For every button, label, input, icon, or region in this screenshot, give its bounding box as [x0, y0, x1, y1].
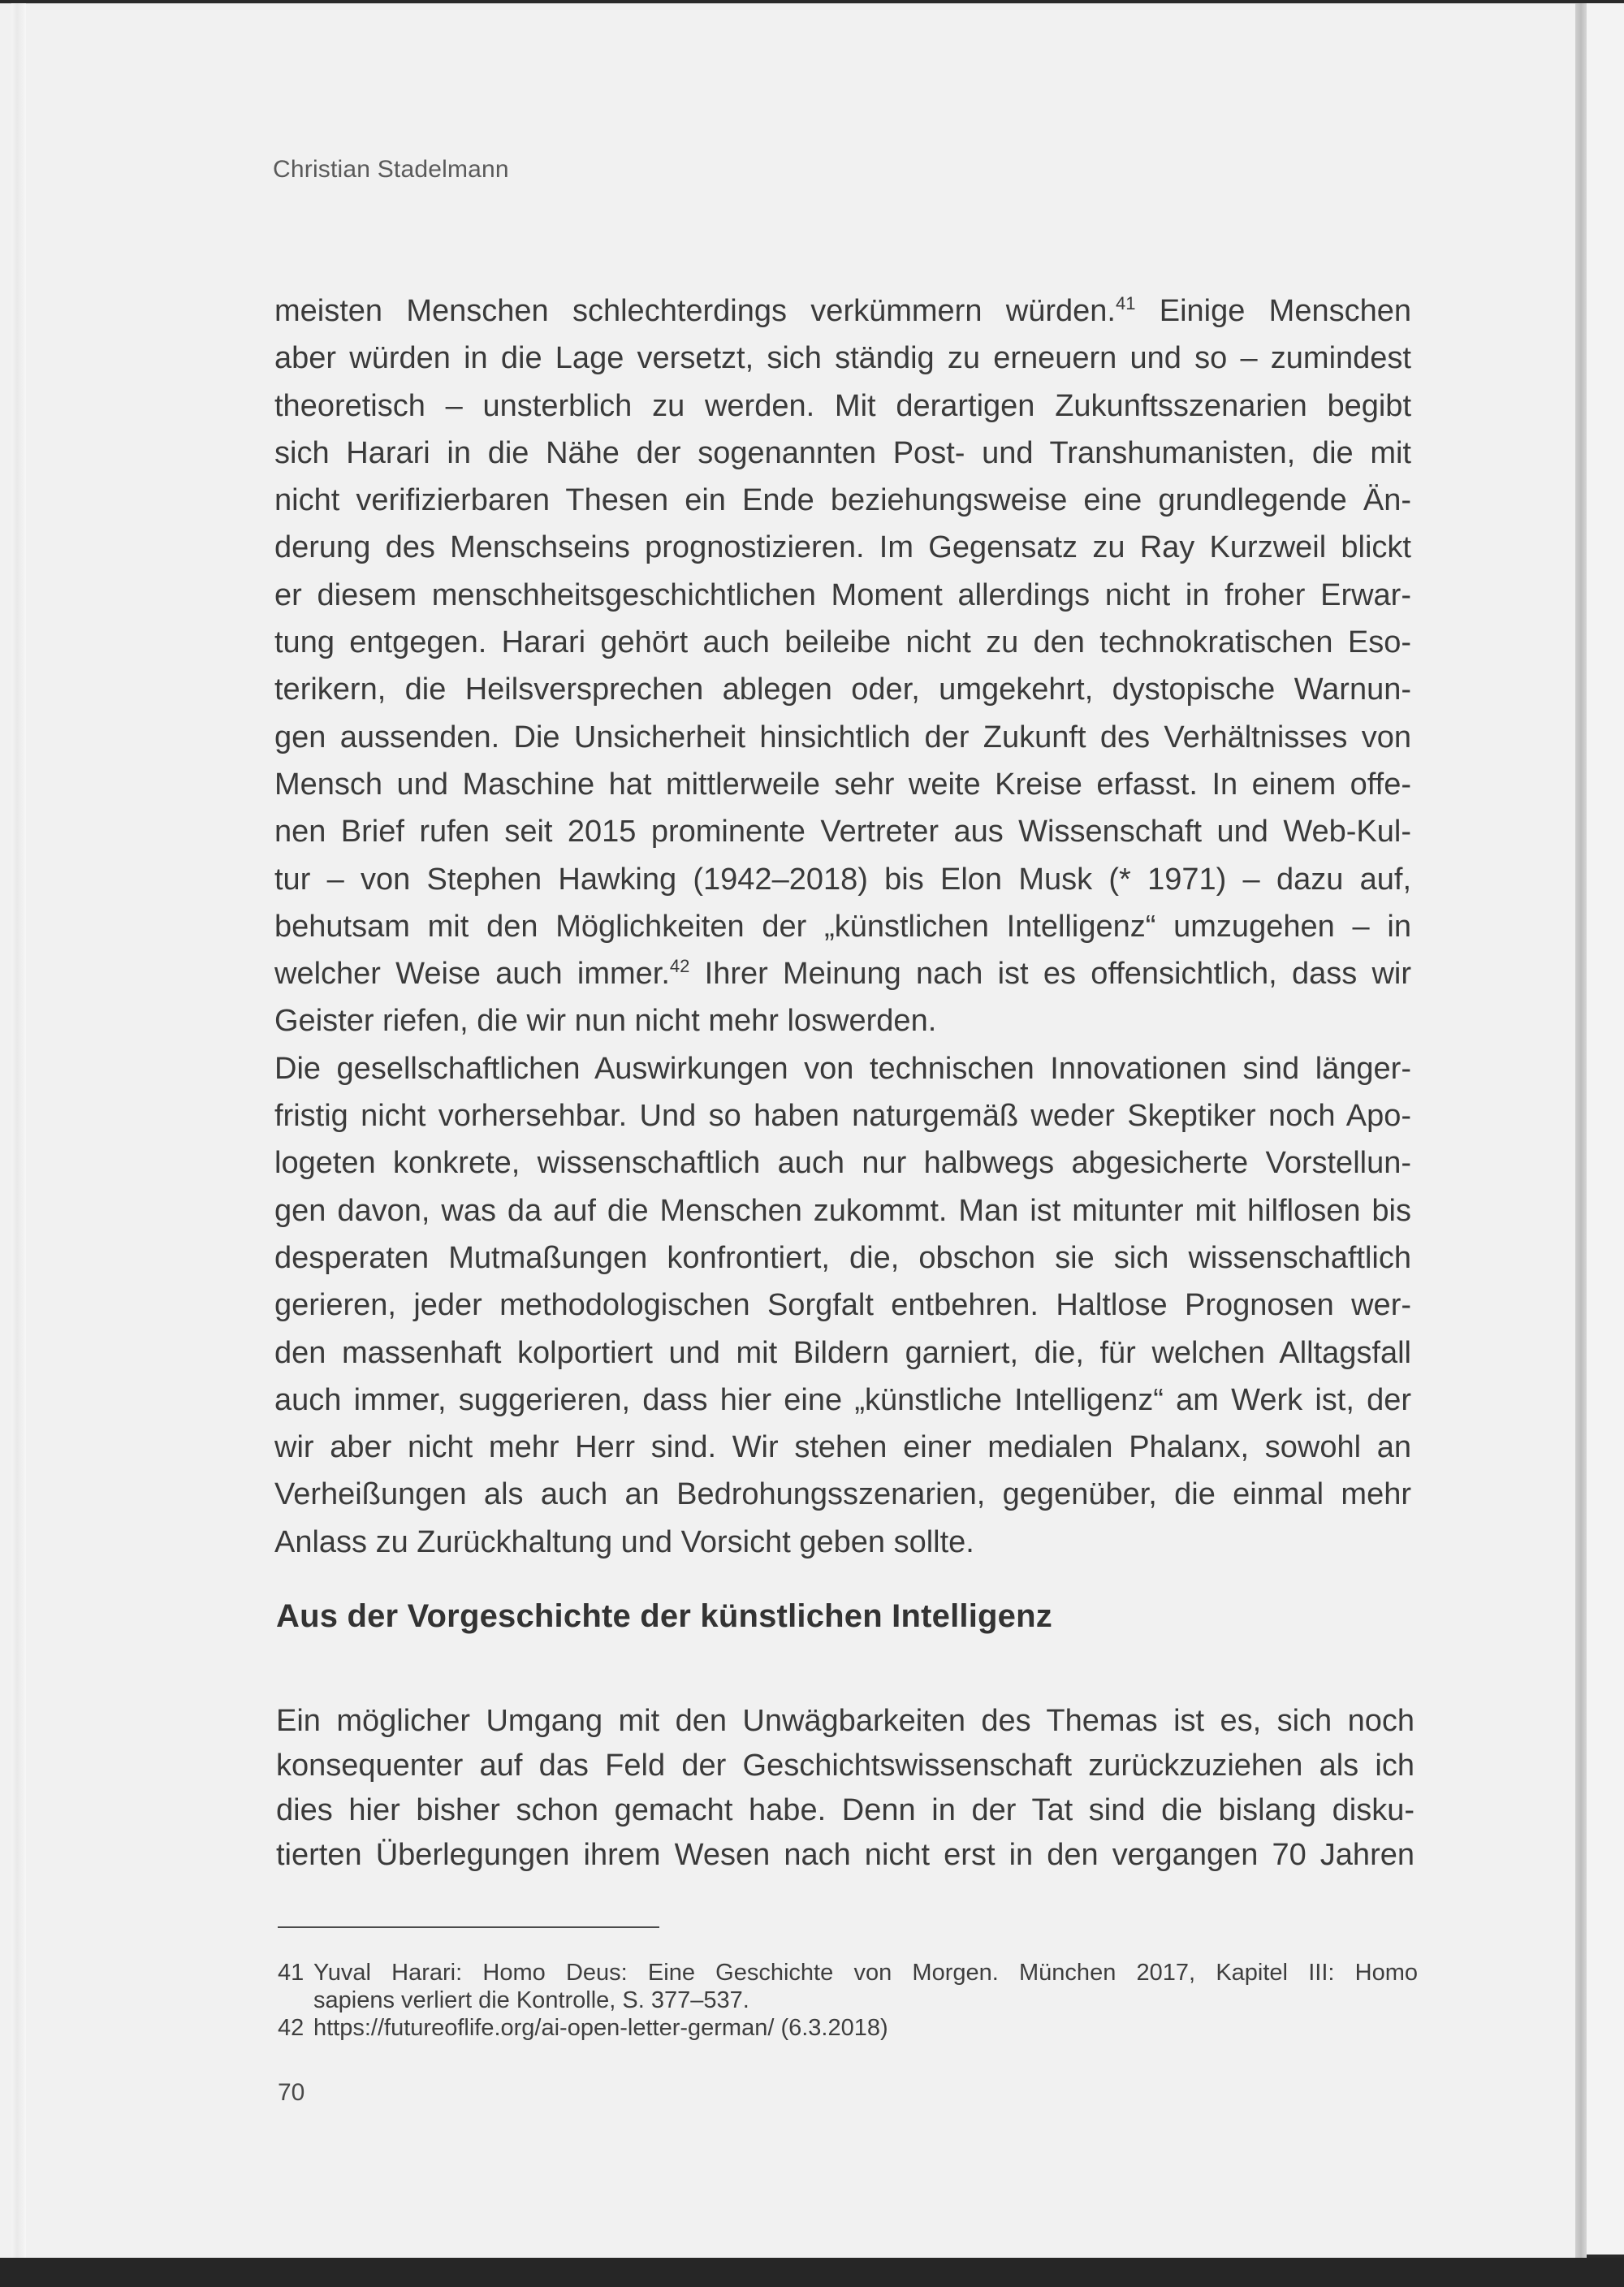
- text-line: nicht verifizierbaren Thesen ein Ende beziehungsweise eine grundlegende Än-: [274, 483, 1411, 518]
- spine-shadow: [1575, 3, 1587, 2258]
- text-line: tierten Überlegungen ihrem Wesen nach nicht erst in den vergangen 70 Jahren: [276, 1838, 1415, 1872]
- text-line: er diesem menschheitsgeschichtlichen Moment allerdings nicht in froher Erwar-: [274, 577, 1411, 612]
- text-line: aber würden in die Lage versetzt, sich ständig zu erneuern und so – zumindest: [274, 341, 1411, 376]
- text-line: konsequenter auf das Feld der Geschichtswissenschaft zurückzuziehen als ich: [276, 1749, 1415, 1783]
- section-heading: Aus der Vorgeschichte der künstlichen Intelligenz: [276, 1598, 1052, 1634]
- footnote-number: 42: [278, 2015, 304, 2041]
- text-line: desperaten Mutmaßungen konfrontiert, die, obschon sie sich wissenschaftlich: [274, 1240, 1411, 1275]
- text-line: welcher Weise auch immer.$^{42}$ Ihrer Meinung nach ist es offensichtlich, dass wir: [274, 956, 1412, 992]
- body-text: [274, 287, 1411, 1566]
- running-head-author: Christian Stadelmann: [273, 156, 509, 183]
- text-line: behutsam mit den Möglichkeiten der „künstlichen Intelligenz“ umzugehen – in: [274, 909, 1411, 944]
- paragraph-1: [274, 287, 1411, 1045]
- text-line: logeten konkrete, wissenschaftlich auch nur halbwegs abgesicherte Vorstellun-: [274, 1146, 1411, 1181]
- text-line: Yuval Harari: Homo Deus: Eine Geschichte von Morgen. München 2017, Kapitel III: Homo: [313, 1960, 1418, 1986]
- footnote-text: [313, 2014, 1418, 2042]
- footnote-41: [278, 1959, 1418, 2014]
- page-edge-left: [11, 3, 26, 2258]
- text-line: nen Brief rufen seit 2015 prominente Vertreter aus Wissenschaft und Web-Kul-: [274, 815, 1411, 850]
- text-line: gen davon, was da auf die Menschen zukommt. Man ist mitunter mit hilflosen bis: [274, 1193, 1411, 1228]
- footnote-ref-42[interactable]: 42: [669, 956, 690, 977]
- text-line: Ein möglicher Umgang mit den Unwägbarkeiten des Themas ist es, sich noch: [276, 1704, 1415, 1738]
- text-line: Mensch und Maschine hat mittlerweile sehr weite Kreise erfasst. In einem offe-: [274, 767, 1411, 802]
- footnote-number: 41: [278, 1960, 304, 1986]
- paragraph-2: [274, 1045, 1411, 1566]
- text-line: Anlass zu Zurückhaltung und Vorsicht geben sollte.: [274, 1524, 974, 1559]
- text-line: terikern, die Heilsversprechen ablegen oder, umgekehrt, dystopische Warnun-: [274, 672, 1411, 707]
- next-page-edge: [1587, 3, 1624, 2255]
- text-line: derung des Menschseins prognostizieren. Im Gegensatz zu Ray Kurzweil blickt: [274, 530, 1411, 565]
- scan-bottom-edge: [0, 2258, 1624, 2287]
- text-line: wir aber nicht mehr Herr sind. Wir stehen einer medialen Phalanx, sowohl an: [274, 1430, 1411, 1465]
- text-line: auch immer, suggerieren, dass hier eine „künstliche Intelligenz“ am Werk ist, der: [274, 1382, 1411, 1417]
- text-line: gerieren, jeder methodologischen Sorgfalt entbehren. Haltlose Prognosen wer-: [274, 1288, 1411, 1323]
- text-line: theoretisch – unsterblich zu werden. Mit derartigen Zukunftsszenarien begibt: [274, 388, 1411, 423]
- footnote-separator: [278, 1926, 659, 1928]
- footnote-42: [278, 2014, 1418, 2042]
- text-line: fristig nicht vorhersehbar. Und so haben naturgemäß weder Skeptiker noch Apo-: [274, 1099, 1411, 1134]
- text-line: tur – von Stephen Hawking (1942–2018) bis Elon Musk (* 1971) – dazu auf,: [274, 862, 1411, 897]
- text-line: den massenhaft kolportiert und mit Bildern garniert, die, für welchen Alltagsfall: [274, 1335, 1411, 1370]
- text-line: meisten Menschen schlechterdings verkümmern würden.$^{41}$ Einige Menschen: [274, 293, 1411, 328]
- paragraph-3: [276, 1699, 1415, 1878]
- text-line: dies hier bisher schon gemacht habe. Denn in der Tat sind die bislang disku-: [276, 1793, 1415, 1827]
- footnote-ref-41[interactable]: 41: [1115, 293, 1136, 313]
- text-line: Die gesellschaftlichen Auswirkungen von technischen Innovationen sind länger-: [274, 1051, 1411, 1086]
- footnote-text: [313, 1959, 1418, 2014]
- text-line: gen aussenden. Die Unsicherheit hinsichtlich der Zukunft des Verhältnisses von: [274, 720, 1411, 754]
- text-line: Geister riefen, die wir nun nicht mehr loswerden.: [274, 1004, 937, 1039]
- page-number: 70: [278, 2079, 305, 2106]
- text-line: sich Harari in die Nähe der sogenannten Post- und Transhumanisten, die mit: [274, 435, 1411, 470]
- text-line: Verheißungen als auch an Bedrohungsszenarien, gegenüber, die einmal mehr: [274, 1477, 1411, 1512]
- footnote-link[interactable]: https://futureoflife.org/ai-open-letter-german/ (6.3.2018): [313, 2015, 888, 2041]
- footnotes: [278, 1959, 1418, 2042]
- text-line: sapiens verliert die Kontrolle, S. 377–537.: [313, 1987, 749, 2013]
- text-line: tung entgegen. Harari gehört auch beileibe nicht zu den technokratischen Eso-: [274, 625, 1411, 660]
